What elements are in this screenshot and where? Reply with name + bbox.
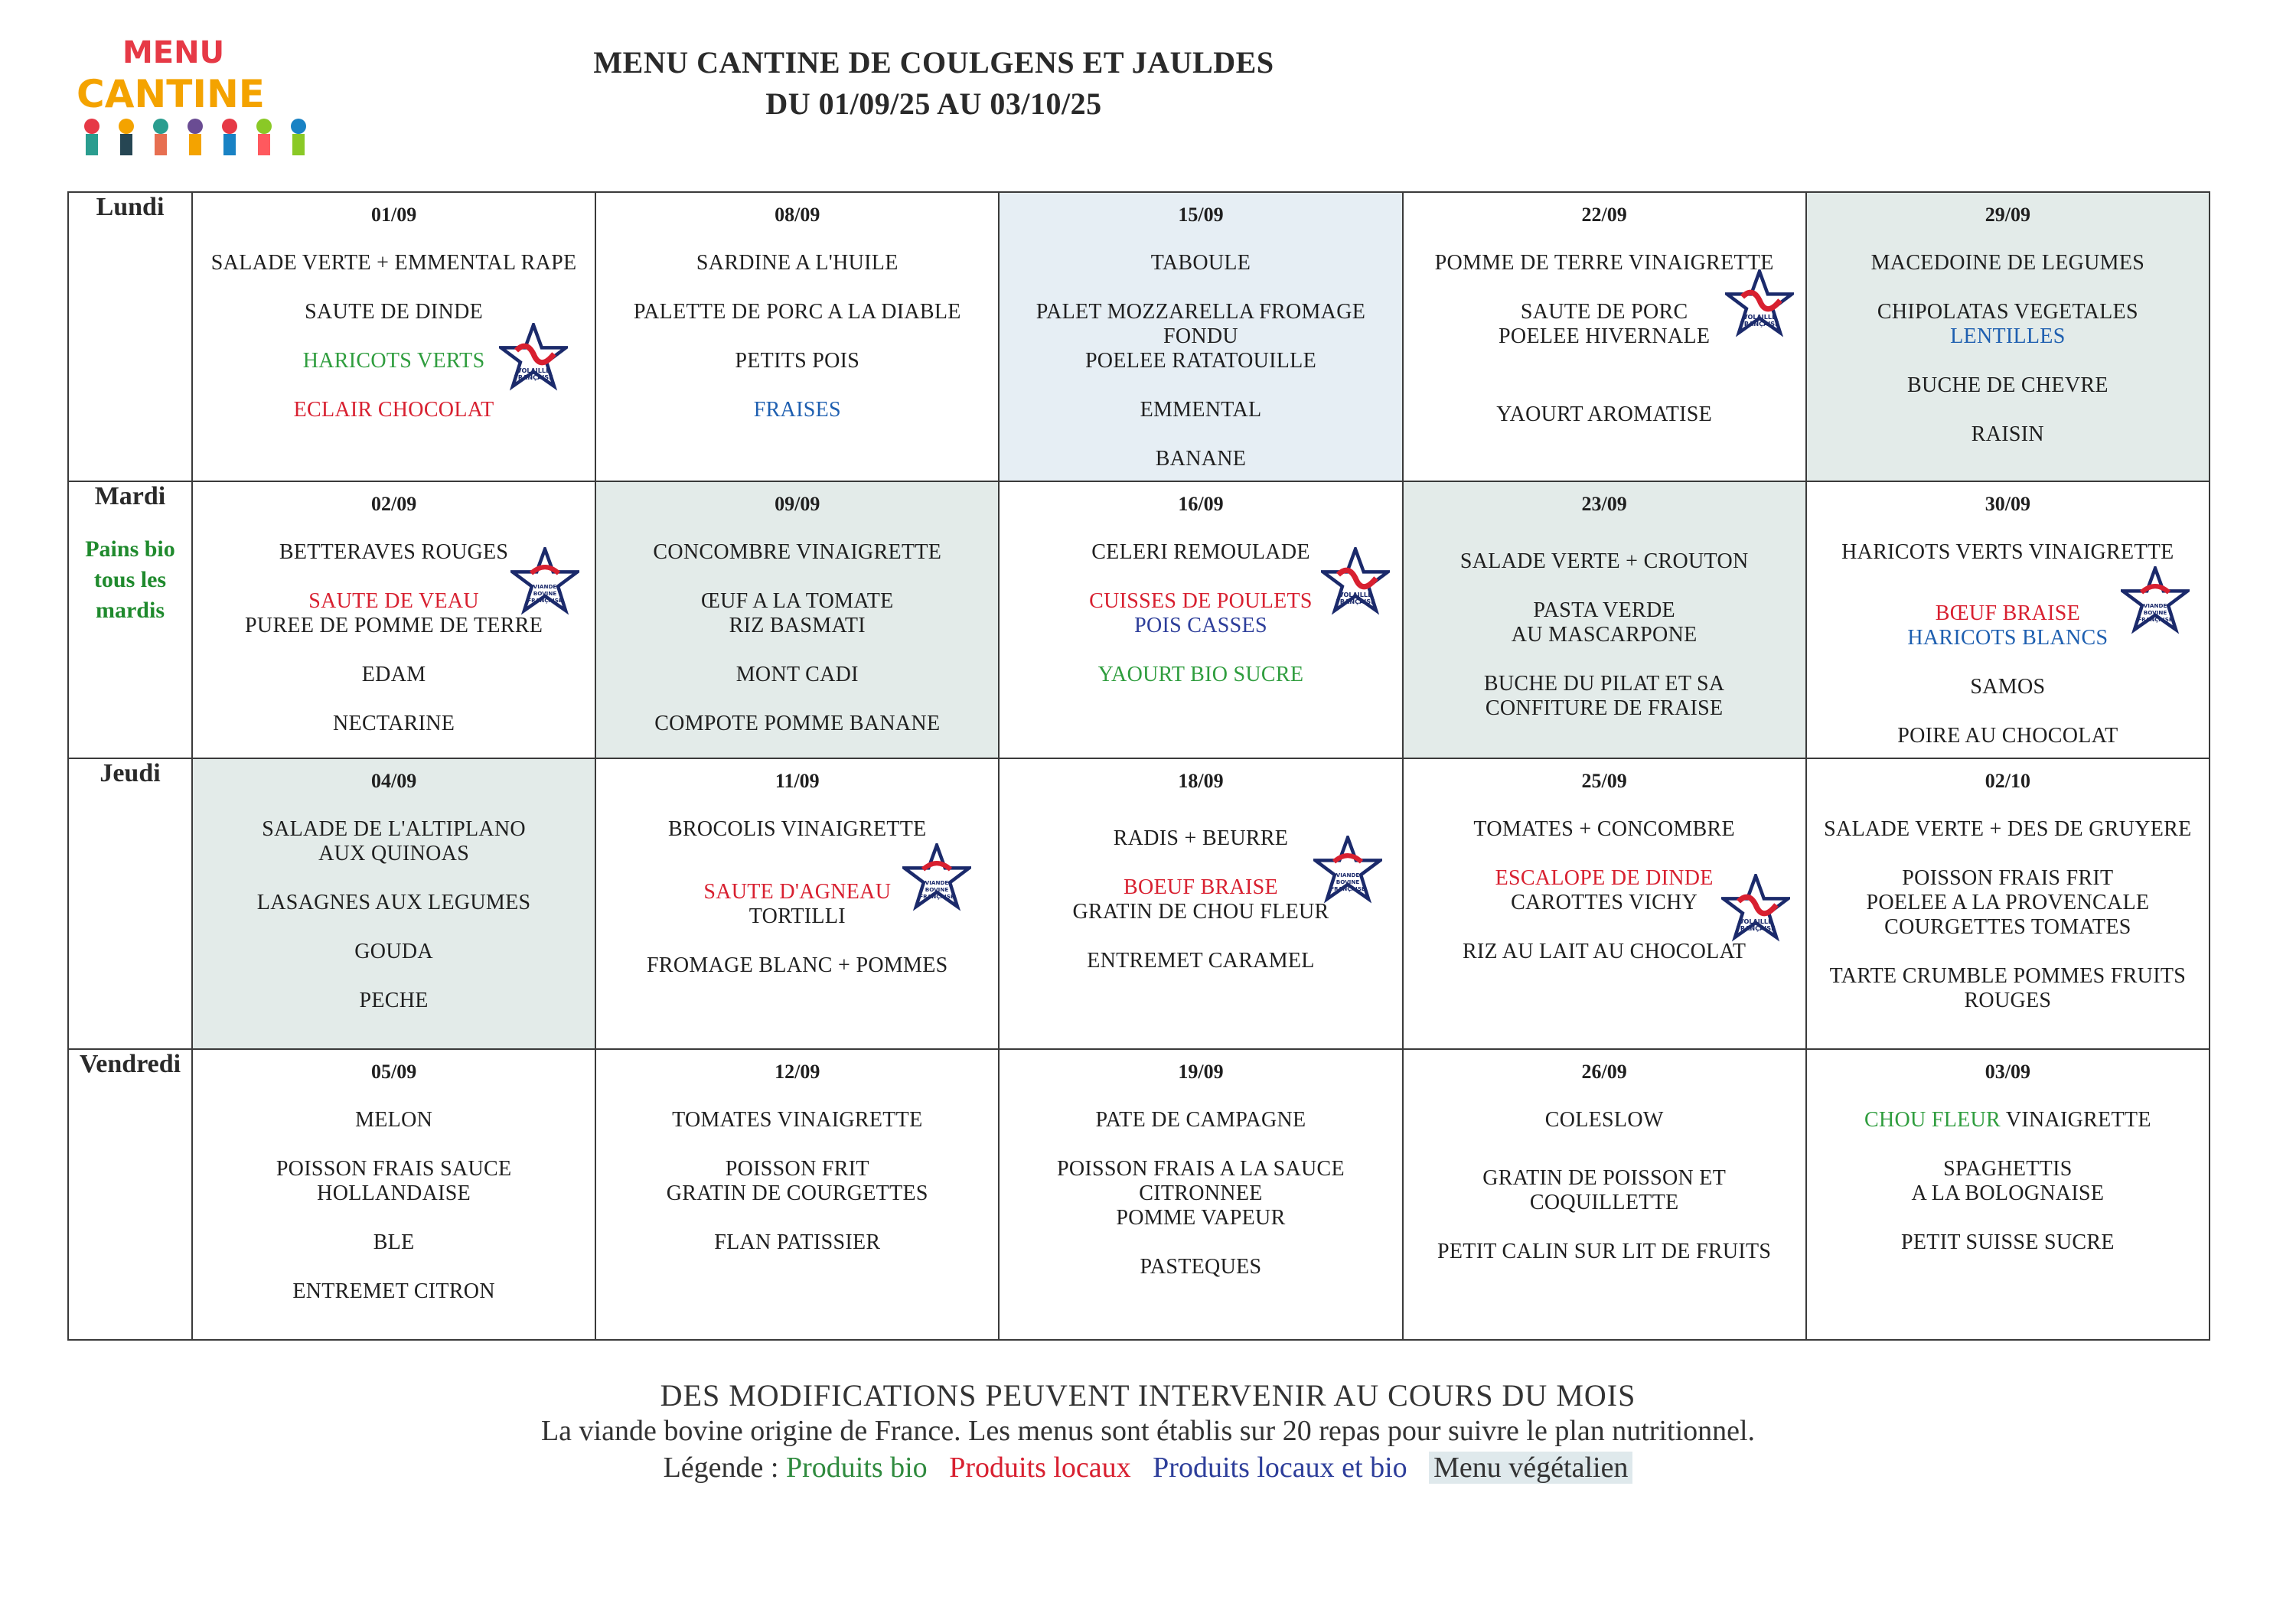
cell-12-09 [595,1049,999,1340]
menu-item: GRATIN DE CHOU FLEUR [1072,900,1329,924]
menu-item: CITRONNEE [1139,1181,1263,1205]
menu-item: MONT CADI [735,663,859,686]
menu-item: POELEE RATATOUILLE [1084,349,1316,373]
date: 19/09 [1178,1061,1224,1083]
bovine-label-1: VIANDE [533,583,557,590]
menu-item: PETIT CALIN SUR LIT DE FRUITS [1437,1240,1772,1263]
menu-item: ENTREMET CARAMEL [1087,949,1315,973]
menu-item: POIRE AU CHOCOLAT [1897,724,2118,748]
menu-item-local: CUISSES DE POULETS [1089,589,1313,613]
row-jeudi [68,758,2210,1049]
bovine-label-2: BOVINE [533,590,557,597]
menu-item: PASTEQUES [1140,1255,1262,1279]
menu-item: GOUDA [354,940,433,963]
cell-01-09 [192,192,595,481]
legend-local-bio: Produits locaux et bio [1153,1452,1407,1484]
menu-item: COMPOTE POMME BANANE [654,712,941,735]
date: 02/09 [370,493,417,515]
date: 12/09 [775,1061,820,1083]
cell-22-09 [1403,192,1806,481]
volaille-label-1: VOLAILLE [517,366,550,374]
menu-item: ŒUF A LA TOMATE [700,589,894,613]
date: 22/09 [1581,204,1627,226]
menu-item: POISSON FRAIS FRIT [1902,866,2114,890]
volaille-francaise-icon [499,323,568,392]
menu-item-local-bio: POIS CASSES [1134,614,1267,637]
menu-item: HARICOTS VERTS VINAIGRETTE [1841,540,2174,564]
menu-item: A LA BOLOGNAISE [1911,1181,2105,1205]
row-mardi [68,481,2210,758]
day-label-mardi-text: Mardi [94,482,166,510]
menu-item: FROMAGE BLANC + POMMES [647,953,948,977]
menu-item: NECTARINE [333,712,455,735]
menu-item: POISSON FRAIS SAUCE [276,1157,512,1181]
cell-16-09 [999,481,1402,758]
menu-item-local: SAUTE DE VEAU [308,589,479,613]
row-vendredi [68,1049,2210,1340]
volaille-francaise-icon [1721,874,1790,943]
date: 29/09 [1985,204,2030,226]
date: 30/09 [1985,493,2030,515]
volaille-label-2: FRANÇAISE [1735,924,1776,932]
page-title [0,42,1867,125]
menu-item: CELERI REMOULADE [1091,540,1310,564]
menu-item: AUX QUINOAS [318,842,470,865]
viande-bovine-francaise-icon [902,843,971,912]
date: 25/09 [1581,770,1627,792]
menu-item: EMMENTAL [1140,398,1262,422]
menu-item: POELEE HIVERNALE [1499,324,1711,348]
menu-item: LASAGNES AUX LEGUMES [256,891,531,914]
menu-item: AU MASCARPONE [1511,623,1698,647]
bovine-label-3: FRANÇAISE [527,597,563,604]
menu-item: CONFITURE DE FRAISE [1485,696,1724,720]
cell-23-09 [1403,481,1806,758]
logo-word-menu: MENU [122,35,225,70]
menu-item: TABOULE [1150,251,1251,275]
menu-item-local-bio: LENTILLES [1950,324,2066,348]
menu-item: CHIPOLATAS VEGETALES [1877,300,2138,324]
date: 04/09 [370,770,417,792]
cell-11-09 [595,758,999,1049]
volaille-francaise-icon [1725,269,1794,338]
menu-item: SAMOS [1970,675,2046,699]
menu-item: SAUTE DE PORC [1520,300,1688,324]
cell-05-09 [192,1049,595,1340]
day-label-jeudi: Jeudi [68,758,192,1049]
menu-item: PASTA VERDE [1533,598,1675,622]
menu-item-local-bio: FRAISES [753,398,841,422]
menu-item [1813,1108,2203,1133]
menu-item: RAISIN [1971,422,2044,446]
day-label-mardi [68,481,192,758]
date: 02/10 [1985,770,2030,792]
menu-item: SARDINE A L'HUILE [696,251,899,275]
menu-item: SAUTE DE DINDE [305,300,484,324]
menu-item: PALETTE DE PORC A LA DIABLE [633,300,961,324]
menu-item: RADIS + BEURRE [1113,826,1289,850]
menu-item: ENTREMET CITRON [292,1279,495,1303]
date: 11/09 [775,770,820,792]
volaille-label-2: FRANÇAISE [1739,319,1779,328]
bovine-label-1: VIANDE [2143,602,2167,609]
menu-item-local: ESCALOPE DE DINDE [1495,866,1714,890]
volaille-label-1: VOLAILLE [1742,312,1776,321]
bovine-label-2: BOVINE [925,886,949,893]
menu-item: COLESLOW [1544,1108,1664,1132]
menu-item-local: ECLAIR CHOCOLAT [293,398,494,422]
menu-item-bio: YAOURT BIO SUCRE [1097,663,1304,686]
menu-item: YAOURT AROMATISE [1496,402,1713,426]
menu-item: TORTILLI [748,904,846,928]
menu-item: SALADE VERTE + EMMENTAL RAPE [210,251,577,275]
menu-item: EDAM [361,663,426,686]
menu-item-local: SAUTE D'AGNEAU [703,880,892,904]
menu-item-local-bio: HARICOTS BLANCS [1907,626,2108,650]
menu-item: BANANE [1155,447,1247,471]
menu-item: CONCOMBRE VINAIGRETTE [653,540,942,564]
cell-26-09 [1403,1049,1806,1340]
cell-19-09 [999,1049,1402,1340]
date: 16/09 [1178,493,1224,515]
date: 23/09 [1581,493,1627,515]
cell-04-09 [192,758,595,1049]
menu-item-bio: HARICOTS VERTS [302,349,485,373]
legend [0,1451,2296,1484]
bovine-label-1: VIANDE [925,879,949,886]
bovine-label-3: FRANÇAISE [2137,616,2173,623]
menu-item: POMME DE TERRE VINAIGRETTE [1434,251,1774,275]
menu-item: BUCHE DU PILAT ET SA [1483,672,1725,696]
viande-bovine-francaise-icon [2121,566,2190,635]
row-lundi [68,192,2210,481]
date: 18/09 [1178,770,1224,792]
logo-word-cantine: CANTINE [77,72,265,116]
cell-15-09 [999,192,1402,481]
menu-item: HOLLANDAISE [317,1181,471,1205]
menu-item: POELEE A LA PROVENCALE [1866,891,2150,914]
menu-item: BUCHE DE CHEVRE [1907,373,2108,397]
footer-note: La viande bovine origine de France. Les menus sont établis sur 20 repas pour suivre le plan nutritionnel. [540,1415,1756,1447]
bovine-label-3: FRANÇAISE [919,893,954,900]
viande-bovine-francaise-icon [1313,836,1382,904]
volaille-label-2: FRANÇAISE [1336,597,1376,605]
title-line-1: MENU CANTINE DE COULGENS ET JAULDES [593,45,1274,80]
cell-30-09 [1806,481,2210,758]
menu-item: RIZ AU LAIT AU CHOCOLAT [1462,940,1746,963]
date: 05/09 [370,1061,417,1083]
cell-08-09 [595,192,999,481]
menu-item: POISSON FRAIS A LA SAUCE [1056,1157,1345,1181]
menu-item: PALET MOZZARELLA FROMAGE FONDU [1035,300,1366,348]
menu-item-local: BŒUF BRAISE [1935,601,2080,625]
menu-item: ROUGES [1964,989,2052,1012]
menu-table [67,191,2210,1341]
viande-bovine-francaise-icon [510,547,579,616]
pains-bio-note: Pains bio tous les mardis [85,536,175,623]
bovine-label-2: BOVINE [1336,878,1360,885]
menu-item-suffix: VINAIGRETTE [2005,1108,2151,1132]
menu-item: RIZ BASMATI [729,614,866,637]
date: 08/09 [775,204,820,226]
menu-item: TOMATES VINAIGRETTE [672,1108,923,1132]
legend-vegan: Menu végétalien [1429,1452,1632,1484]
menu-item: GRATIN DE COURGETTES [666,1181,928,1205]
menu-item: SALADE VERTE + DES DE GRUYERE [1824,817,2192,841]
menu-item: MACEDOINE DE LEGUMES [1870,251,2145,275]
date: 01/09 [370,204,417,226]
menu-item: MELON [355,1108,433,1132]
menu-item: TARTE CRUMBLE POMMES FRUITS [1829,964,2187,988]
day-label-lundi: Lundi [68,192,192,481]
menu-item: SALADE DE L'ALTIPLANO [262,817,526,841]
day-label-vendredi: Vendredi [68,1049,192,1340]
menu-item-local: BOEUF BRAISE [1123,875,1278,899]
menu-item-bio: CHOU FLEUR [1864,1108,2001,1132]
menu-item: FLAN PATISSIER [714,1230,881,1254]
date: 15/09 [1178,204,1224,226]
menu-item: POMME VAPEUR [1116,1206,1286,1230]
menu-item: BETTERAVES ROUGES [279,540,509,564]
legend-bio: Produits bio [785,1452,928,1484]
volaille-francaise-icon [1321,547,1390,616]
date: 26/09 [1581,1061,1627,1083]
bovine-label-1: VIANDE [1336,872,1360,878]
menu-item: BLE [373,1230,415,1254]
menu-item: PECHE [359,989,429,1012]
menu-item: COQUILLETTE [1529,1191,1679,1214]
cell-03-09 [1806,1049,2210,1340]
cell-29-09 [1806,192,2210,481]
cell-18-09 [999,758,1402,1049]
cell-25-09 [1403,758,1806,1049]
menu-item: GRATIN DE POISSON ET [1482,1166,1727,1190]
menu-item: CAROTTES VICHY [1511,891,1698,914]
menu-item: POISSON FRIT [725,1157,869,1181]
bovine-label-2: BOVINE [2143,609,2167,616]
volaille-label-1: VOLAILLE [1738,917,1773,925]
menu-item: TOMATES + CONCOMBRE [1473,817,1735,841]
volaille-label-1: VOLAILLE [1339,590,1372,598]
date: 03/09 [1985,1061,2030,1083]
cell-02-10 [1806,758,2210,1049]
legend-prefix: Légende : [663,1452,779,1484]
menu-item: PUREE DE POMME DE TERRE [245,614,543,637]
date: 09/09 [775,493,820,515]
volaille-label-2: FRANÇAISE [514,373,553,381]
menu-item: COURGETTES TOMATES [1884,915,2131,939]
menu-item: BROCOLIS VINAIGRETTE [667,817,927,841]
footer-warning: DES MODIFICATIONS PEUVENT INTERVENIR AU COURS DU MOIS [660,1378,1636,1413]
cell-09-09 [595,481,999,758]
menu-item: SALADE VERTE + CROUTON [1459,549,1749,573]
cell-02-09 [192,481,595,758]
menu-item: SPAGHETTIS [1943,1157,2073,1181]
bovine-label-3: FRANÇAISE [1330,885,1366,892]
menu-item: PETITS POIS [735,349,860,373]
menu-item: PATE DE CAMPAGNE [1095,1108,1306,1132]
menu-item: PETIT SUISSE SUCRE [1901,1230,2115,1254]
legend-local: Produits locaux [949,1452,1131,1484]
title-line-2: DU 01/09/25 AU 03/10/25 [765,86,1102,121]
